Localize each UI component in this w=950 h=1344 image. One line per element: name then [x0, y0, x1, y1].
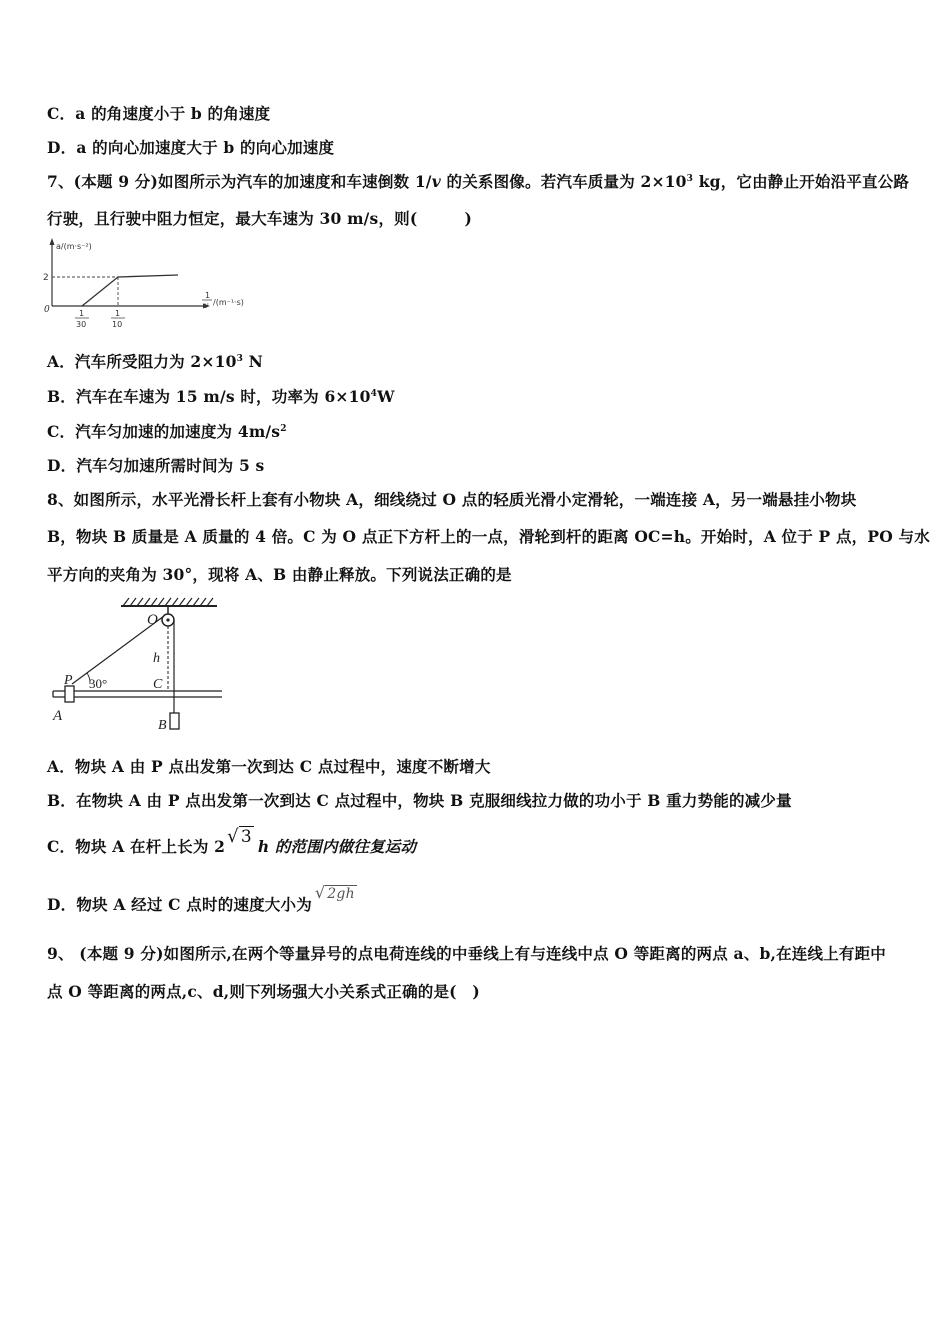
x-tick-1-10: 10 — [112, 320, 123, 329]
origin-label: 0 — [44, 305, 50, 315]
q7-option-b: B．汽车在车速为 15 m/s 时，功率为 $6\times 10^4W$ — [47, 387, 395, 406]
label-o: O — [147, 612, 158, 628]
svg-text:v: v — [204, 301, 209, 310]
q8-option-a: A．物块 A 由 P 点出发第一次到达 C 点过程中，速度不断增大 — [47, 757, 491, 776]
svg-text:1: 1 — [205, 291, 211, 300]
q7-stem-line2: 行驶，且行驶中阻力恒定，最大车速为 30 m/s，则( ) — [47, 209, 473, 228]
label-c: C — [153, 677, 163, 692]
q9-stem-line2: 点 O 等距离的两点,c、d,则下列场强大小关系式正确的是( ) — [47, 982, 480, 1001]
q8-option-d: D．物块 A 经过 C 点时的速度大小为√ 2gh — [47, 883, 355, 914]
label-30-degrees: 30° — [89, 676, 108, 691]
q8-pulley-diagram — [45, 592, 235, 737]
q8-option-c: C．物块 A 在杆上长为 2 √ 3 h 的范围内做往复运动 — [47, 826, 417, 856]
label-h: h — [153, 651, 160, 666]
q8-stem-line3: 平方向的夹角为 30°，现将 A、B 由静止释放。下列说法正确的是 — [47, 565, 512, 584]
y-tick-2: 2 — [43, 273, 49, 283]
q7-option-c: C．汽车匀加速的加速度为 $4m/s^2$ — [47, 422, 287, 441]
label-p: P — [64, 673, 73, 688]
label-b: B — [158, 718, 167, 733]
q8-option-b: B．在物块 A 由 P 点出发第一次到达 C 点过程中，物块 B 克服细线拉力做的功小于 B 重力势能的减少量 — [47, 791, 792, 810]
x-tick-1-30: 30 — [76, 320, 87, 329]
q6-option-c: C．a 的角速度小于 b 的角速度 — [47, 104, 271, 123]
svg-text:1: 1 — [115, 309, 121, 318]
q7-acceleration-graph — [40, 236, 260, 336]
q7-option-d: D．汽车匀加速所需时间为 5 s — [47, 456, 265, 475]
q7-option-a: A．汽车所受阻力为 $2\times 10^3$ N — [47, 352, 264, 371]
label-a: A — [53, 708, 63, 724]
q8-stem-line1: 8、如图所示，水平光滑长杆上套有小物块 A，细线绕过 O 点的轻质光滑小定滑轮，一端连接 A，另一端悬挂小物块 — [47, 490, 857, 509]
y-axis-label: a/(m·s⁻²) — [56, 242, 92, 251]
q9-stem-line1: 9、 (本题 9 分)如图所示,在两个等量异号的点电荷连线的中垂线上有与连线中点 O 等距离的两点 a、b,在连线上有距中 — [47, 944, 886, 963]
q8-stem-line2: B，物块 B 质量是 A 质量的 4 倍。C 为 O 点正下方杆上的一点，滑轮到杆的距离 OC=h。开始时，A 位于 P 点，PO 与水 — [47, 527, 930, 546]
q6-option-d: D．a 的向心加速度大于 b 的向心加速度 — [47, 138, 335, 157]
x-axis-label: /(m⁻¹·s) — [213, 298, 244, 307]
q7-stem-line1: 7、(本题 9 分)如图所示为汽车的加速度和车速倒数 1/v 的关系图像。若汽车质量为 $2\times 10^3$ kg，它由静止开始沿平直公路 — [47, 172, 910, 191]
svg-text:1: 1 — [79, 309, 85, 318]
